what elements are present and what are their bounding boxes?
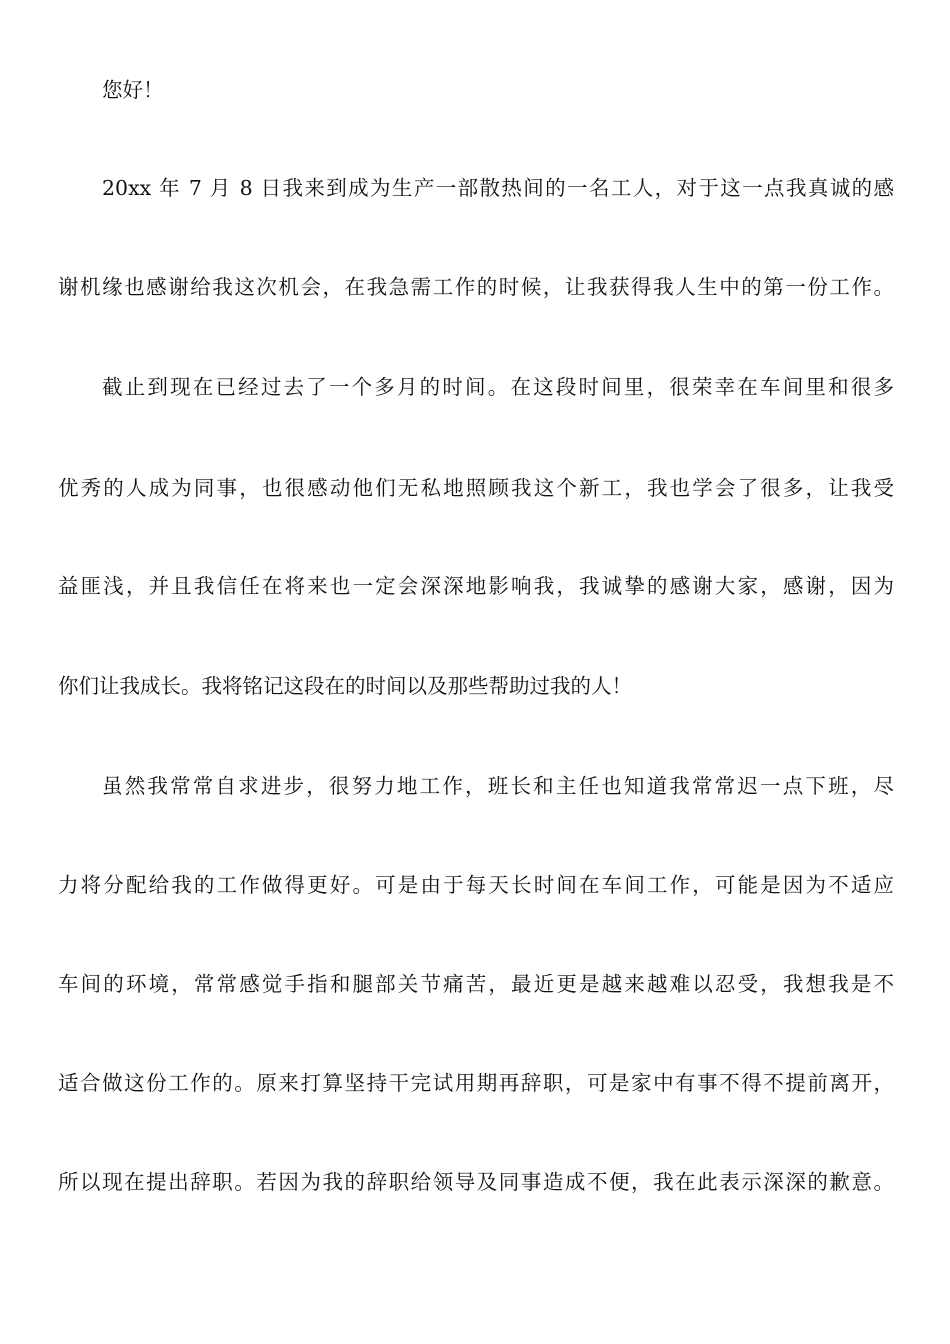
paragraph-3-line-5: 所以现在提出辞职。若因为我的辞职给领导及同事造成不便，我在此表示深深的歉意。 (58, 1170, 894, 1194)
paragraph-3-line-2: 力将分配给我的工作做得更好。可是由于每天长时间在车间工作，可能是因为不适应 (58, 873, 894, 897)
paragraph-2-line-2: 优秀的人成为同事，也很感动他们无私地照顾我这个新工，我也学会了很多，让我受 (58, 476, 894, 500)
paragraph-3-line-4: 适合做这份工作的。原来打算坚持干完试用期再辞职，可是家中有事不得不提前离开， (58, 1071, 894, 1095)
paragraph-1-line-2: 谢机缘也感谢给我这次机会，在我急需工作的时候，让我获得我人生中的第一份工作。 (58, 275, 894, 299)
paragraph-2-line-1: 截止到现在已经过去了一个多月的时间。在这段时间里，很荣幸在车间里和很多 (102, 375, 894, 399)
greeting: 您好！ (102, 78, 164, 102)
paragraph-3-line-1: 虽然我常常自求进步，很努力地工作，班长和主任也知道我常常迟一点下班，尽 (102, 774, 894, 798)
paragraph-3-line-3: 车间的环境，常常感觉手指和腿部关节痛苦，最近更是越来越难以忍受，我想我是不 (58, 972, 894, 996)
paragraph-1-line-1: 20xx 年 7 月 8 日我来到成为生产一部散热间的一名工人，对于这一点我真诚的感 (102, 176, 894, 200)
paragraph-2-line-3: 益匪浅，并且我信任在将来也一定会深深地影响我，我诚挚的感谢大家，感谢，因为 (58, 574, 894, 598)
paragraph-2-line-4: 你们让我成长。我将铭记这段在的时间以及那些帮助过我的人！ (58, 674, 632, 698)
